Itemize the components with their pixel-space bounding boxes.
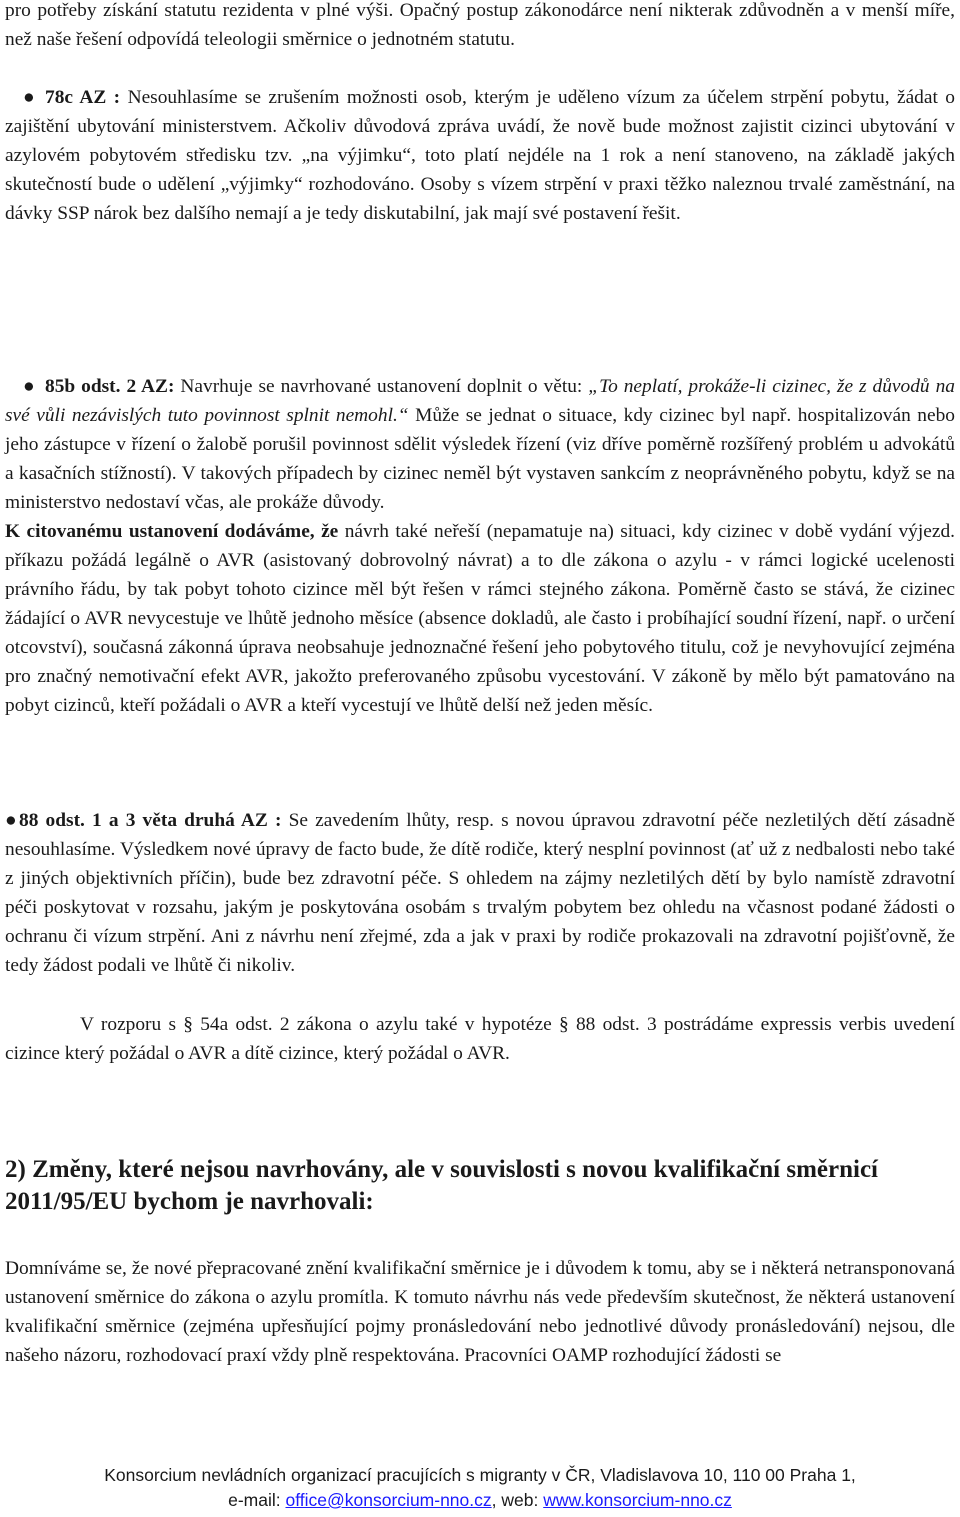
item-88	[5, 806, 955, 980]
section-2-heading: 2) Změny, které nejsou navrhovány, ale v souvislosti s novou kvalifikační směrnicí 2011/95/EU bychom je navrhovali:	[5, 1156, 878, 1215]
item-85b-ref: 85b odst.	[45, 376, 121, 397]
footer-address: Konsorcium nevládních organizací pracujících s migranty v ČR, Vladislavova 10, 110 00 Praha 1,	[104, 1465, 856, 1485]
footer-email-link[interactable]: office@konsorcium-nno.cz	[285, 1490, 492, 1510]
item-85b-ref-2: 2 AZ:	[126, 376, 175, 397]
item-78c	[5, 83, 955, 228]
item-88-text: Se zavedením lhůty, resp. s novou úpravou zdravotní péče nezletilých dětí zásadně nesouhlasíme. Výsledkem nové úpravy de facto bude, že dítě rodiče, který nesplní povinnost (ať už z nedbalosti nebo také z jiných objektivních příčin), bude bez zdravotní péče. S ohledem na zájmy nezletilých dětí by bylo namístě zdravotní péči poskytovat v rozsahu, jakým je poskytována osobám s trvalým pobytem bez ohledu na včasnost podané žádosti o ochranu či vízum strpění. Ani z návrhu není zřejmé, zda a jak v praxi by rodiče prokazovali na zdravotní pojišťovně, že tedy žádost podali ve lhůtě či nikoliv.	[5, 810, 955, 976]
item-85b	[5, 372, 955, 517]
page-footer	[0, 1463, 960, 1513]
section-2-paragraph	[5, 1254, 955, 1370]
bullet-icon: ●	[23, 376, 35, 397]
footer-email-label: e-mail:	[228, 1490, 281, 1510]
item-78c-text: Nesouhlasíme se zrušením možnosti osob, kterým je uděleno vízum za účelem strpění pobytu, žádat o zajištění ubytování ministerstvem. Ačkoliv důvodová zpráva uvádí, že nově bude možnost zajistit cizinci ubytování v azylovém pobytovém středisku tzv. „na výjimku“, toto platí nejdéle na 1 rok a není stanoveno, na základě jakých skutečností bude o udělení „výjimky“ rozhodováno. Osoby s vízem strpění v praxi těžko naleznou trvalé zaměstnání, na dávky SSP nárok bez dalšího nemají a je tedy diskutabilní, jak mají své postavení řešit.	[5, 87, 955, 224]
item-88-text-2: V rozporu s § 54a odst. 2 zákona o azylu také v hypotéze § 88 odst. 3 postrádáme expressis verbis uvedení cizince který požádal o AVR a dítě cizince, který požádal o AVR.	[5, 1014, 955, 1064]
paragraph-intro-text: pro potřeby získání statutu rezidenta v plné výši. Opačný postup zákonodárce není nikterak zdůvodněn a v menší míře, než naše řešení odpovídá teleologii směrnice o jednotném statutu.	[5, 0, 955, 50]
section-2-text: Domníváme se, že nové přepracované znění kvalifikační směrnice je i důvodem k tomu, aby se i některá netransponovaná ustanovení směrnice do zákona o azylu promítla. K tomuto návrhu nás vede především skutečnost, že některá ustanovení kvalifikační směrnice (zejména upřesňující pojmy pronásledování nebo jednotlivé důvody pronásledování) nejsou, dle našeho názoru, rozhodovací praxí vždy plně respektována. Pracovníci OAMP rozhodující žádosti se	[5, 1258, 955, 1366]
item-88-continuation	[5, 1010, 955, 1068]
footer-contacts	[0, 1488, 960, 1513]
paragraph-citovanemu-text: návrh také neřeší (nepamatuje na) situaci, kdy cizinec v době vydání výjezd. příkazu požádá legálně o AVR (asistovaný dobrovolný návrat) a to dle zákona o azylu - v rámci logické ucelenosti právního řádu, by tak pobyt tohoto cizince měl být řešen v rámci stejného zákona. Poměrně často se stává, že cizinec žádající o AVR nevycestuje ve lhůtě jednoho měsíce (absence dokladů, ale často i probíhající soudní řízení, např. o určení otcovství), současná zákonná úprava neobsahuje jednoznačné řešení jeho pobytového titulu, což je nevyhovující zejména pro značný nemotivační efekt AVR, jakožto preferovaného způsobu vycestování. V zákoně by mělo být pamatováno na pobyt cizinců, kteří požádali o AVR a kteří vycestují ve lhůtě delší než jeden měsíc.	[5, 521, 955, 716]
bullet-icon: ●	[5, 810, 20, 831]
item-78c-ref: 78c AZ :	[45, 87, 121, 108]
paragraph-intro	[5, 0, 955, 54]
footer-web-link[interactable]: www.konsorcium-nno.cz	[543, 1490, 732, 1510]
bullet-icon: ●	[23, 87, 35, 108]
item-88-ref: 88 odst. 1 a 3 věta druhá AZ :	[19, 810, 282, 831]
item-85b-text-after: Může se jednat o situace, kdy cizinec byl např. hospitalizován nebo jeho zástupce v řízení o žalobě porušil povinnost sdělit výsledek řízení (viz dříve poměrně rozšířený problém u advokátů a kasačních stížností). V takových případech by cizinec neměl být vystaven sankcím z neoprávněného pobytu, když se na ministerstvo nedostaví včas, ale prokáže důvody.	[5, 405, 955, 513]
paragraph-citovanemu-lead: K citovanému ustanovení dodáváme, že	[5, 521, 339, 542]
item-85b-quote: „To neplatí, prokáže-li cizinec, že z důvodů na své vůli nezávislých tuto povinnost splnit nemohl.“	[5, 376, 955, 426]
item-85b-text-before: Navrhuje se navrhované ustanovení doplnit o větu:	[180, 376, 583, 397]
paragraph-citovanemu	[5, 517, 955, 720]
footer-web-label: , web:	[491, 1490, 539, 1510]
